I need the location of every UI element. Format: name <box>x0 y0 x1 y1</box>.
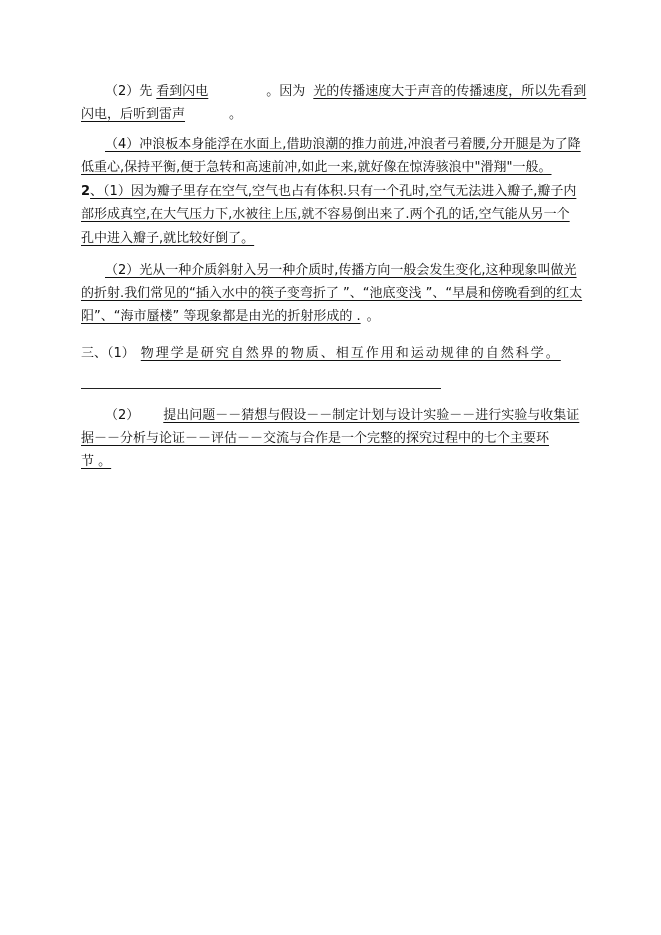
answer-line <box>81 106 586 124</box>
answer-line <box>81 230 586 248</box>
answer-line <box>81 183 586 201</box>
answer-blank: 物理学是研究自然界的物质、相互作用和运动规律的自然科学。 <box>140 346 561 361</box>
answer-blank: 、（1）因为瓣子里存在空气,空气也占有体积.只有一个孔时,空气无法进入瓣子,瓣子内 <box>90 184 577 199</box>
answer-blank: 部形成真空,在大气压力下,水被往上压,就不容易倒出来了.两个孔的话,空气能从另一个 <box>81 207 570 222</box>
answer-line <box>81 83 586 101</box>
answer-blank: 孔中进入瓣子,就比较好倒了。 <box>81 231 255 246</box>
answer-line <box>81 206 586 224</box>
answer-line <box>81 453 586 471</box>
answer-blank: 闪电，后听到雷声 <box>81 107 186 122</box>
answer-label: （2）先 <box>105 84 153 99</box>
answer-text: 。 <box>366 309 380 324</box>
answer-label: （2） <box>105 408 140 423</box>
answer-blank: 的折射.我们常见的“插入水中的筷子变弯折了 ”、“池底变浅 ”、“早晨和傍晚看到的红太 <box>81 286 583 301</box>
answer-blank: 阳”、“海市蜃楼” 等现象都是由光的折射形成的 . <box>81 309 361 324</box>
answer-line <box>81 262 586 280</box>
answer-blank: 据－－分析与论证－－评估－－交流与合作是一个完整的探究过程中的七个主要环 <box>81 431 550 446</box>
section-prefix: 三、（1） <box>81 346 135 361</box>
answer-line <box>81 285 586 303</box>
answer-text: 。 <box>229 107 243 122</box>
answer-blank: 节 。 <box>81 454 112 469</box>
answer-blank: 看到闪电 <box>156 84 209 99</box>
answer-line <box>81 308 586 326</box>
answer-blank: 光的传播速度大于声音的传播速度，所以先看到 <box>313 84 587 99</box>
answer-text: 。因为 <box>266 84 306 99</box>
answer-blank: 提出问题－－猜想与假设－－制定计划与设计实验－－进行实验与收集证 <box>163 408 580 423</box>
answer-line <box>81 430 586 448</box>
section-three-line <box>81 345 586 363</box>
answer-blank: （2）光从一种介质斜射入另一种介质时,传播方向一般会发生变化,这种现象叫做光 <box>105 263 577 278</box>
blank-underline <box>81 388 441 389</box>
answer-line <box>81 159 586 177</box>
question-number: 2 <box>81 184 91 199</box>
answer-line <box>81 407 586 425</box>
answer-line <box>81 136 586 154</box>
answer-blank: 低重心,保持平衡,便于急转和高速前冲,如此一来,就好像在惊涛骇浪中"滑翔"一般。 <box>81 160 552 175</box>
answer-blank: （4）冲浪板本身能浮在水面上,借助浪潮的推力前进,冲浪者弓着腰,分开腿是为了降 <box>105 137 581 152</box>
